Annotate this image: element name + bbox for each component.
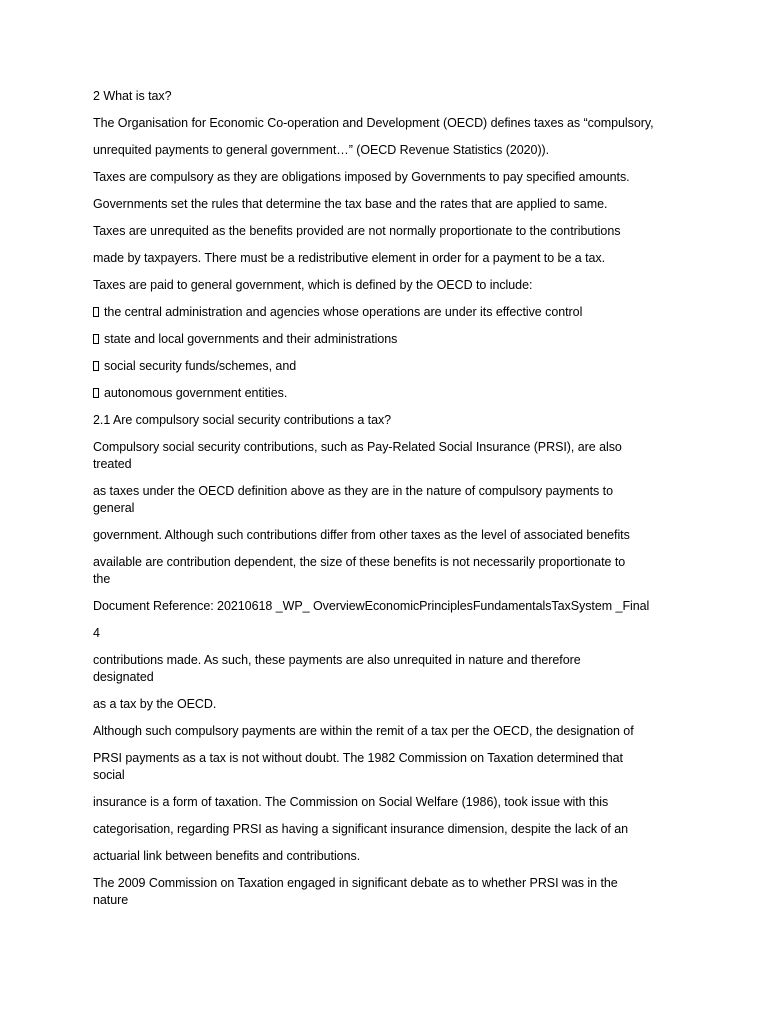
bullet-text: autonomous government entities. xyxy=(104,386,288,400)
paragraph-line: actuarial link between benefits and contributions. xyxy=(93,849,361,863)
paragraph-line xyxy=(93,439,693,473)
missing-glyph-icon xyxy=(93,334,99,344)
missing-glyph-icon xyxy=(93,361,99,371)
line-part: contributions made. As such, these payments are also unrequited in nature and therefore xyxy=(93,653,581,667)
bullet-item xyxy=(93,358,693,375)
subsection-heading: 2.1 Are compulsory social security contributions a tax? xyxy=(93,413,392,427)
line-part: treated xyxy=(93,457,132,471)
line-part: Compulsory social security contributions, such as Pay-Related Social Insurance (PRSI), are also xyxy=(93,440,622,454)
line-part: designated xyxy=(93,670,154,684)
paragraph-line: unrequited payments to general government…” (OECD Revenue Statistics (2020)). xyxy=(93,143,550,157)
paragraph-line xyxy=(93,875,693,909)
line-part: available are contribution dependent, the size of these benefits is not necessarily proportionate to xyxy=(93,555,626,569)
paragraph-line: Taxes are unrequited as the benefits provided are not normally proportionate to the contributions xyxy=(93,224,621,238)
paragraph-line xyxy=(93,750,693,784)
document-reference: Document Reference: 20210618 _WP_ OverviewEconomicPrinciplesFundamentalsTaxSystem _Final xyxy=(93,599,650,613)
line-part: PRSI payments as a tax is not without doubt. The 1982 Commission on Taxation determined that xyxy=(93,751,623,765)
line-part: the xyxy=(93,572,111,586)
paragraph-line: government. Although such contributions differ from other taxes as the level of associated benefits xyxy=(93,528,630,542)
paragraph-line: The Organisation for Economic Co-operation and Development (OECD) defines taxes as “compulsory, xyxy=(93,116,654,130)
paragraph-line xyxy=(93,652,693,686)
line-part: social xyxy=(93,768,125,782)
missing-glyph-icon xyxy=(93,307,99,317)
paragraph-line: as a tax by the OECD. xyxy=(93,697,217,711)
bullet-item xyxy=(93,331,693,348)
paragraph-line: Taxes are paid to general government, which is defined by the OECD to include: xyxy=(93,278,533,292)
bullet-text: the central administration and agencies whose operations are under its effective control xyxy=(104,305,583,319)
paragraph-line: categorisation, regarding PRSI as having a significant insurance dimension, despite the lack of an xyxy=(93,822,628,836)
paragraph-line: insurance is a form of taxation. The Commission on Social Welfare (1986), took issue with this xyxy=(93,795,609,809)
bullet-text: social security funds/schemes, and xyxy=(104,359,297,373)
paragraph-line xyxy=(93,554,693,588)
paragraph-line xyxy=(93,483,693,517)
paragraph-line: Governments set the rules that determine the tax base and the rates that are applied to same. xyxy=(93,197,608,211)
line-part: as taxes under the OECD definition above as they are in the nature of compulsory payments to xyxy=(93,484,613,498)
line-part: general xyxy=(93,501,135,515)
bullet-item xyxy=(93,385,693,402)
paragraph-line: made by taxpayers. There must be a redistributive element in order for a payment to be a tax. xyxy=(93,251,606,265)
line-part: The 2009 Commission on Taxation engaged in significant debate as to whether PRSI was in the xyxy=(93,876,618,890)
section-heading: 2 What is tax? xyxy=(93,89,172,103)
paragraph-line: Although such compulsory payments are within the remit of a tax per the OECD, the designation of xyxy=(93,724,634,738)
document-page xyxy=(93,88,693,919)
paragraph-line: Taxes are compulsory as they are obligations imposed by Governments to pay specified amounts. xyxy=(93,170,630,184)
page-number: 4 xyxy=(93,626,100,640)
missing-glyph-icon xyxy=(93,388,99,398)
line-part: nature xyxy=(93,893,129,907)
bullet-text: state and local governments and their administrations xyxy=(104,332,398,346)
bullet-item xyxy=(93,304,693,321)
